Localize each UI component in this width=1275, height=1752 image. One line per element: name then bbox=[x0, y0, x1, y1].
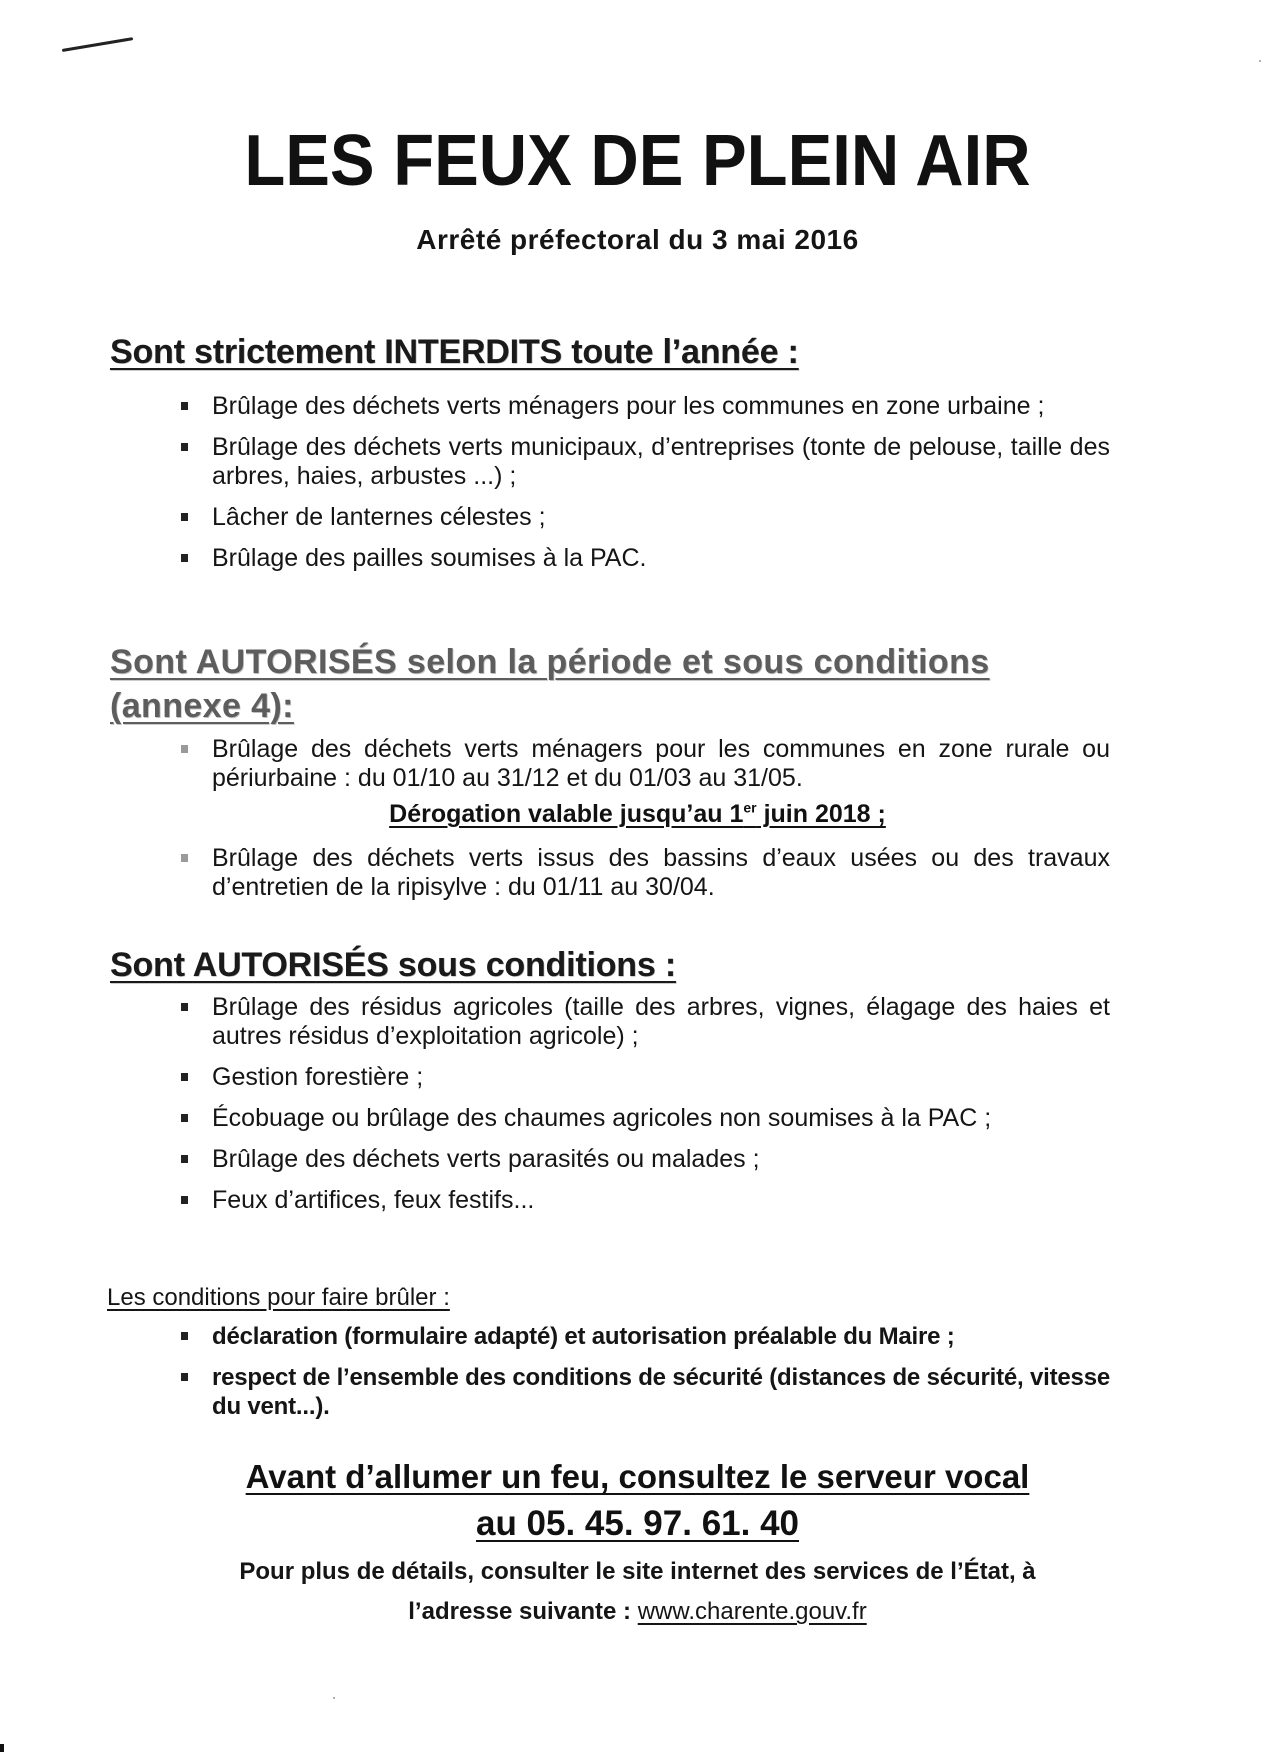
square-bullet-icon bbox=[181, 1073, 188, 1081]
square-bullet-icon bbox=[181, 1114, 188, 1122]
square-bullet-icon bbox=[181, 443, 188, 451]
list-item: Brûlage des pailles soumises à la PAC. bbox=[180, 544, 1110, 573]
burn-conditions-label: Les conditions pour faire brûler : bbox=[107, 1284, 450, 1311]
scan-corner-mark bbox=[0, 1744, 4, 1752]
list-item: Brûlage des déchets verts ménagers pour les communes en zone urbaine ; bbox=[180, 392, 1110, 421]
authorized-period-list-2 bbox=[180, 844, 1110, 914]
list-item: Écobuage ou brûlage des chaumes agricoles non soumises à la PAC ; bbox=[180, 1104, 1110, 1133]
list-item: Brûlage des déchets verts parasités ou malades ; bbox=[180, 1145, 1110, 1174]
document-title: LES FEUX DE PLEIN AIR bbox=[244, 121, 1031, 201]
square-bullet-icon bbox=[181, 854, 188, 862]
list-item: Lâcher de lanternes célestes ; bbox=[180, 503, 1110, 532]
document-subtitle: Arrêté préfectoral du 3 mai 2016 bbox=[416, 224, 859, 255]
list-item: Brûlage des déchets verts issus des bassins d’eaux usées ou des travaux d’entretien de la ripisylve : du 01/11 au 30/04. bbox=[180, 844, 1110, 902]
burn-conditions-list bbox=[180, 1322, 1110, 1433]
forbidden-list bbox=[180, 392, 1110, 585]
square-bullet-icon bbox=[181, 1332, 188, 1340]
list-item: Brûlage des déchets verts ménagers pour les communes en zone rurale ou périurbaine : du 01/10 au 31/12 et du 01/03 au 31/05. bbox=[180, 735, 1110, 793]
footer-info bbox=[0, 1552, 1275, 1632]
square-bullet-icon bbox=[181, 1003, 188, 1011]
authorized-period-list-1 bbox=[180, 735, 1110, 805]
square-bullet-icon bbox=[181, 554, 188, 562]
footer-line-2: l’adresse suivante : www.charente.gouv.fr bbox=[408, 1598, 867, 1625]
list-item: Brûlage des déchets verts municipaux, d’entreprises (tonte de pelouse, taille des arbres, haies, arbustes ...) ; bbox=[180, 433, 1110, 491]
square-bullet-icon bbox=[181, 745, 188, 753]
square-bullet-icon bbox=[181, 513, 188, 521]
phone-number[interactable]: au 05. 45. 97. 61. 40 bbox=[475, 1504, 799, 1543]
voice-server-notice: Avant d’allumer un feu, consultez le serveur vocal bbox=[245, 1458, 1030, 1495]
square-bullet-icon bbox=[181, 1196, 188, 1204]
list-item: déclaration (formulaire adapté) et autorisation préalable du Maire ; bbox=[180, 1322, 1110, 1351]
derogation-note: Dérogation valable jusqu’au 1er juin 2018 ; bbox=[389, 799, 886, 828]
heading-authorized-conditions: Sont AUTORISÉS sous conditions : bbox=[110, 946, 676, 984]
scan-speck bbox=[1259, 60, 1261, 62]
square-bullet-icon bbox=[181, 402, 188, 410]
authorized-conditions-list bbox=[180, 993, 1110, 1227]
heading-forbidden: Sont strictement INTERDITS toute l’année : bbox=[110, 333, 799, 371]
list-item: respect de l’ensemble des conditions de sécurité (distances de sécurité, vitesse du vent...). bbox=[180, 1363, 1110, 1421]
scan-speck bbox=[333, 1697, 335, 1699]
pen-mark bbox=[62, 37, 134, 52]
list-item: Gestion forestière ; bbox=[180, 1063, 1110, 1092]
heading-authorized-period: Sont AUTORISÉS selon la période et sous conditions (annexe 4): bbox=[110, 643, 990, 725]
square-bullet-icon bbox=[181, 1373, 188, 1381]
list-item: Brûlage des résidus agricoles (taille des arbres, vignes, élagage des haies et autres résidus d’exploitation agricole) ; bbox=[180, 993, 1110, 1051]
square-bullet-icon bbox=[181, 1155, 188, 1163]
footer-line-1: Pour plus de détails, consulter le site internet des services de l’État, à bbox=[239, 1558, 1036, 1585]
list-item: Feux d’artifices, feux festifs... bbox=[180, 1186, 1110, 1215]
website-link[interactable]: www.charente.gouv.fr bbox=[637, 1598, 867, 1625]
